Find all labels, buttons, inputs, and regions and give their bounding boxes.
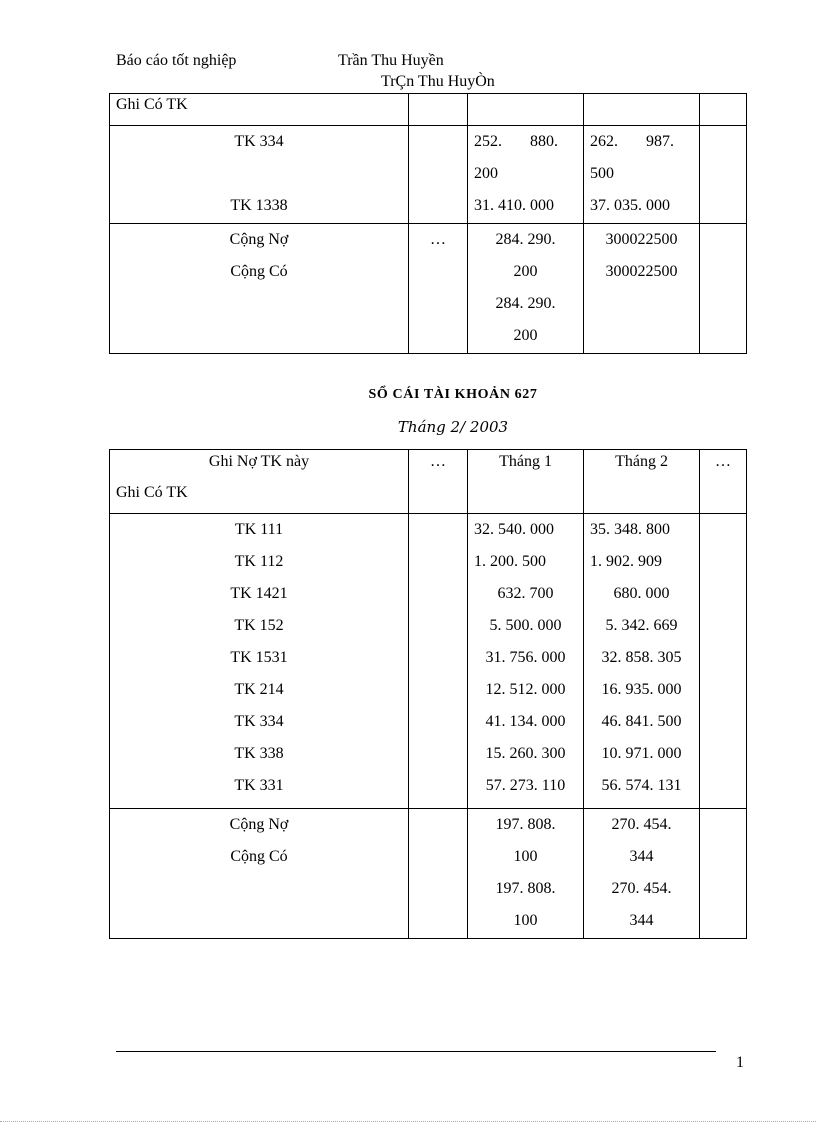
amount: 270. 454. bbox=[611, 880, 672, 897]
total-month2-cell bbox=[584, 809, 700, 939]
amount: 197. 808. bbox=[495, 880, 556, 897]
total-debit-label: Cộng Nợ bbox=[229, 816, 289, 833]
amount: 284. 290. bbox=[495, 231, 556, 248]
ellipsis: … bbox=[430, 231, 446, 248]
amount: 284. 290. bbox=[495, 295, 556, 312]
account-name: TK 1531 bbox=[230, 649, 288, 666]
account-name: TK 334 bbox=[234, 133, 284, 150]
total-credit-label: Cộng Có bbox=[230, 848, 288, 865]
total-month2-cell bbox=[584, 224, 700, 354]
month2-header: Tháng 2 bbox=[584, 450, 700, 514]
total-month1-cell bbox=[468, 809, 584, 939]
account-name: TK 1421 bbox=[230, 585, 288, 602]
ellipsis-header: … bbox=[700, 450, 747, 514]
debit-header: Ghi Nợ TK này bbox=[208, 453, 310, 470]
total-debit-label: Cộng Nợ bbox=[229, 231, 289, 248]
amount: 5. 342. 669 bbox=[605, 617, 678, 634]
amount: 31. 410. 000 bbox=[474, 197, 554, 214]
totals-row bbox=[110, 809, 747, 939]
month1-cell bbox=[468, 126, 584, 224]
amount: 100 bbox=[513, 912, 538, 929]
amount: 252. 880. bbox=[474, 133, 558, 150]
amount: 41. 134. 000 bbox=[485, 713, 566, 730]
amount: 300022500 bbox=[605, 263, 678, 280]
amount: 197. 808. bbox=[495, 816, 556, 833]
account-name: TK 334 bbox=[234, 713, 284, 730]
totals-label-cell bbox=[110, 809, 409, 939]
total-month1-cell bbox=[468, 224, 584, 354]
amount: 344 bbox=[629, 912, 654, 929]
month2-column bbox=[584, 514, 700, 809]
account-name: TK 112 bbox=[234, 553, 284, 570]
amount: 57. 273. 110 bbox=[485, 777, 566, 794]
amount: 270. 454. bbox=[611, 816, 672, 833]
amount: 262. 987. bbox=[590, 133, 674, 150]
account-name: TK 338 bbox=[234, 745, 284, 762]
amount: 200 bbox=[474, 165, 498, 182]
table-header-row bbox=[110, 450, 747, 514]
amount: 500 bbox=[590, 165, 614, 182]
amount: 680. 000 bbox=[613, 585, 670, 602]
amount: 200 bbox=[513, 327, 538, 344]
amount: 100 bbox=[513, 848, 538, 865]
ledger-table-continued bbox=[109, 93, 747, 354]
amount: 16. 935. 000 bbox=[601, 681, 682, 698]
page-number: 1 bbox=[736, 1054, 744, 1071]
amount: 32. 540. 000 bbox=[474, 521, 554, 538]
account-name: TK 111 bbox=[234, 521, 284, 538]
amount: 1. 200. 500 bbox=[474, 553, 546, 570]
account-name: TK 331 bbox=[234, 777, 284, 794]
amount: 56. 574. 131 bbox=[601, 777, 682, 794]
author-name: Trần Thu Huyền bbox=[338, 52, 444, 69]
ellipsis-header: … bbox=[409, 450, 468, 514]
amount: 344 bbox=[629, 848, 654, 865]
account-column bbox=[110, 514, 409, 809]
header-account-cell bbox=[110, 450, 409, 514]
month2-cell bbox=[584, 126, 700, 224]
author-name-garbled: TrÇn Thu HuyÒn bbox=[381, 73, 495, 90]
amount: 37. 035. 000 bbox=[590, 197, 670, 214]
ledger-table-627 bbox=[109, 449, 747, 939]
footer-rule bbox=[116, 1051, 716, 1052]
table-row-group bbox=[110, 514, 747, 809]
ledger-subtitle: Tháng 2/ 2003 bbox=[397, 418, 509, 436]
amount: 300022500 bbox=[605, 231, 678, 248]
account-name: TK 152 bbox=[234, 617, 284, 634]
total-credit-label: Cộng Có bbox=[230, 263, 288, 280]
account-cell bbox=[110, 126, 409, 224]
report-label: Báo cáo tốt nghiệp bbox=[116, 52, 237, 69]
table-row bbox=[110, 126, 747, 224]
month1-column bbox=[468, 514, 584, 809]
table-header-row bbox=[110, 94, 747, 126]
totals-label-cell bbox=[110, 224, 409, 354]
amount: 632. 700 bbox=[497, 585, 554, 602]
amount: 200 bbox=[513, 263, 538, 280]
credit-header: Ghi Có TK bbox=[116, 484, 188, 501]
account-name: TK 1338 bbox=[230, 197, 288, 214]
amount: 12. 512. 000 bbox=[485, 681, 566, 698]
amount: 46. 841. 500 bbox=[601, 713, 682, 730]
credit-account-header: Ghi Có TK bbox=[110, 94, 409, 126]
amount: 1. 902. 909 bbox=[590, 553, 662, 570]
month1-header: Tháng 1 bbox=[468, 450, 584, 514]
amount: 5. 500. 000 bbox=[489, 617, 562, 634]
amount: 10. 971. 000 bbox=[601, 745, 682, 762]
ellipsis-cell bbox=[409, 224, 468, 354]
amount: 31. 756. 000 bbox=[485, 649, 566, 666]
amount: 15. 260. 300 bbox=[485, 745, 566, 762]
totals-row bbox=[110, 224, 747, 354]
page-boundary bbox=[0, 1121, 816, 1122]
amount: 35. 348. 800 bbox=[590, 521, 670, 538]
account-name: TK 214 bbox=[234, 681, 284, 698]
ledger-title: SỔ CÁI TÀI KHOẢN 627 bbox=[368, 387, 538, 402]
amount: 32. 858. 305 bbox=[601, 649, 682, 666]
